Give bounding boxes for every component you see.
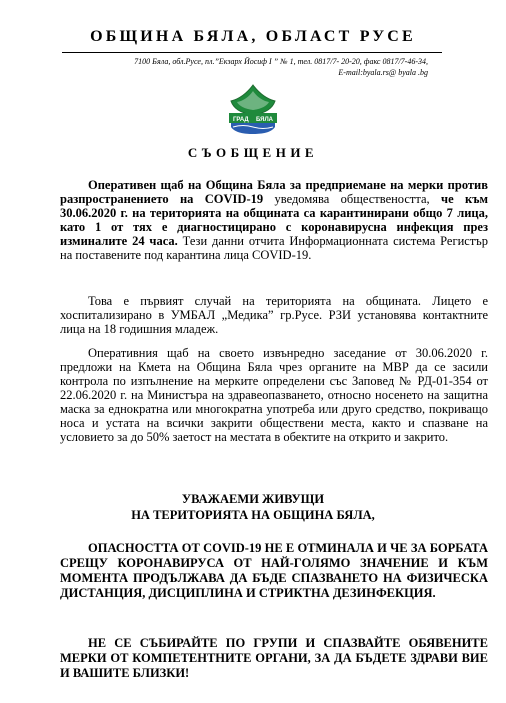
contact-address [134,56,428,78]
municipality-crest [223,83,283,135]
paragraph-first-case: Това е първият случай на територията на общината. Лицето е хоспитализирано в УМБАЛ „Медика” гр.Русе. РЗИ установява контактните лица на 18 годишния младеж. [60,294,488,336]
crest-text-right: БЯЛА [256,117,274,123]
crest-icon [223,83,283,135]
paragraph-measures: Оперативния щаб на своето извънредно заседание от 30.06.2020 г. предложи на Кмета на Община Бяла чрез органите на МВР да се засили контрола по изпълнение на мерките определени със Заповед № РД-01-354 от 22.06.2020 г. на Министъра на здравеопазването, относно носенето на защитна маска за еднократна или многократна употреба или друго средство, покриващо носа и устата на всички закрити обществени места, както и спазване на условието за до 50% заетост на местата в обектите на открито и закрито. [60,346,488,444]
paragraph-main-tail: Тези данни отчита Информационната система Регистър на поставените под карантина лица COVID-19. [60,234,489,262]
warning-paragraph: ОПАСНОСТТА ОТ COVID-19 НЕ Е ОТМИНАЛА И ЧЕ ЗА БОРБАТА СРЕЩУ КОРОНАВИРУСА ОТ НАЙ-ГОЛЯМО ЗНАЧЕНИЕ И КЪМ МОМЕНТА ПРОДЪЛЖАВА ДА БЪДЕ СПАЗВАНЕТО НА ФИЗИЧЕСКА ДИСТАНЦИЯ, ДИСЦИПЛИНА И СТРИКТНА ДЕЗИНФЕКЦИЯ. [60,541,488,600]
paragraph-main-bold: Оперативен щаб на Община Бяла за предприемане на мерки против разпространението на COVID-19 [60,178,488,206]
paragraph-main-bold-2: че към 30.06.2020 г. на територията на общината са карантинирани общо 7 лица, като 1 от тях е диагностицирано с коронавирусна инфекция през изминалите 24 часа. [60,192,488,248]
document-heading: СЪОБЩЕНИЕ [187,145,319,160]
appeal-paragraph: НЕ СЕ СЪБИРАЙТЕ ПО ГРУПИ И СПАЗВАЙТЕ ОБЯВЕНИТЕ МЕРКИ ОТ КОМПЕТЕНТНИТЕ ОРГАНИ, ЗА ДА БЪДЕТЕ ЗДРАВИ ВИЕ И ВАШИТЕ БЛИЗКИ! [60,636,488,680]
greeting-line-1: УВАЖАЕМИ ЖИВУЩИ [181,492,325,506]
paragraph-main [60,178,488,262]
greeting-line-2: НА ТЕРИТОРИЯТА НА ОБЩИНА БЯЛА, [131,508,375,522]
email-line: E-mail:byala.rs@ byala .bg [338,68,428,77]
municipality-title: ОБЩИНА БЯЛА, ОБЛАСТ РУСЕ [90,28,416,45]
header-divider [62,52,442,53]
paragraph-main-mid: уведомява обществеността, [263,192,442,206]
crest-text-left: ГРАД [233,117,249,123]
address-line: 7100 Бяла, обл.Русе, пл.”Екзарх Йосиф I ” № 1, тел. 0817/7- 20-20, факс 0817/7-46-34, [134,57,428,66]
